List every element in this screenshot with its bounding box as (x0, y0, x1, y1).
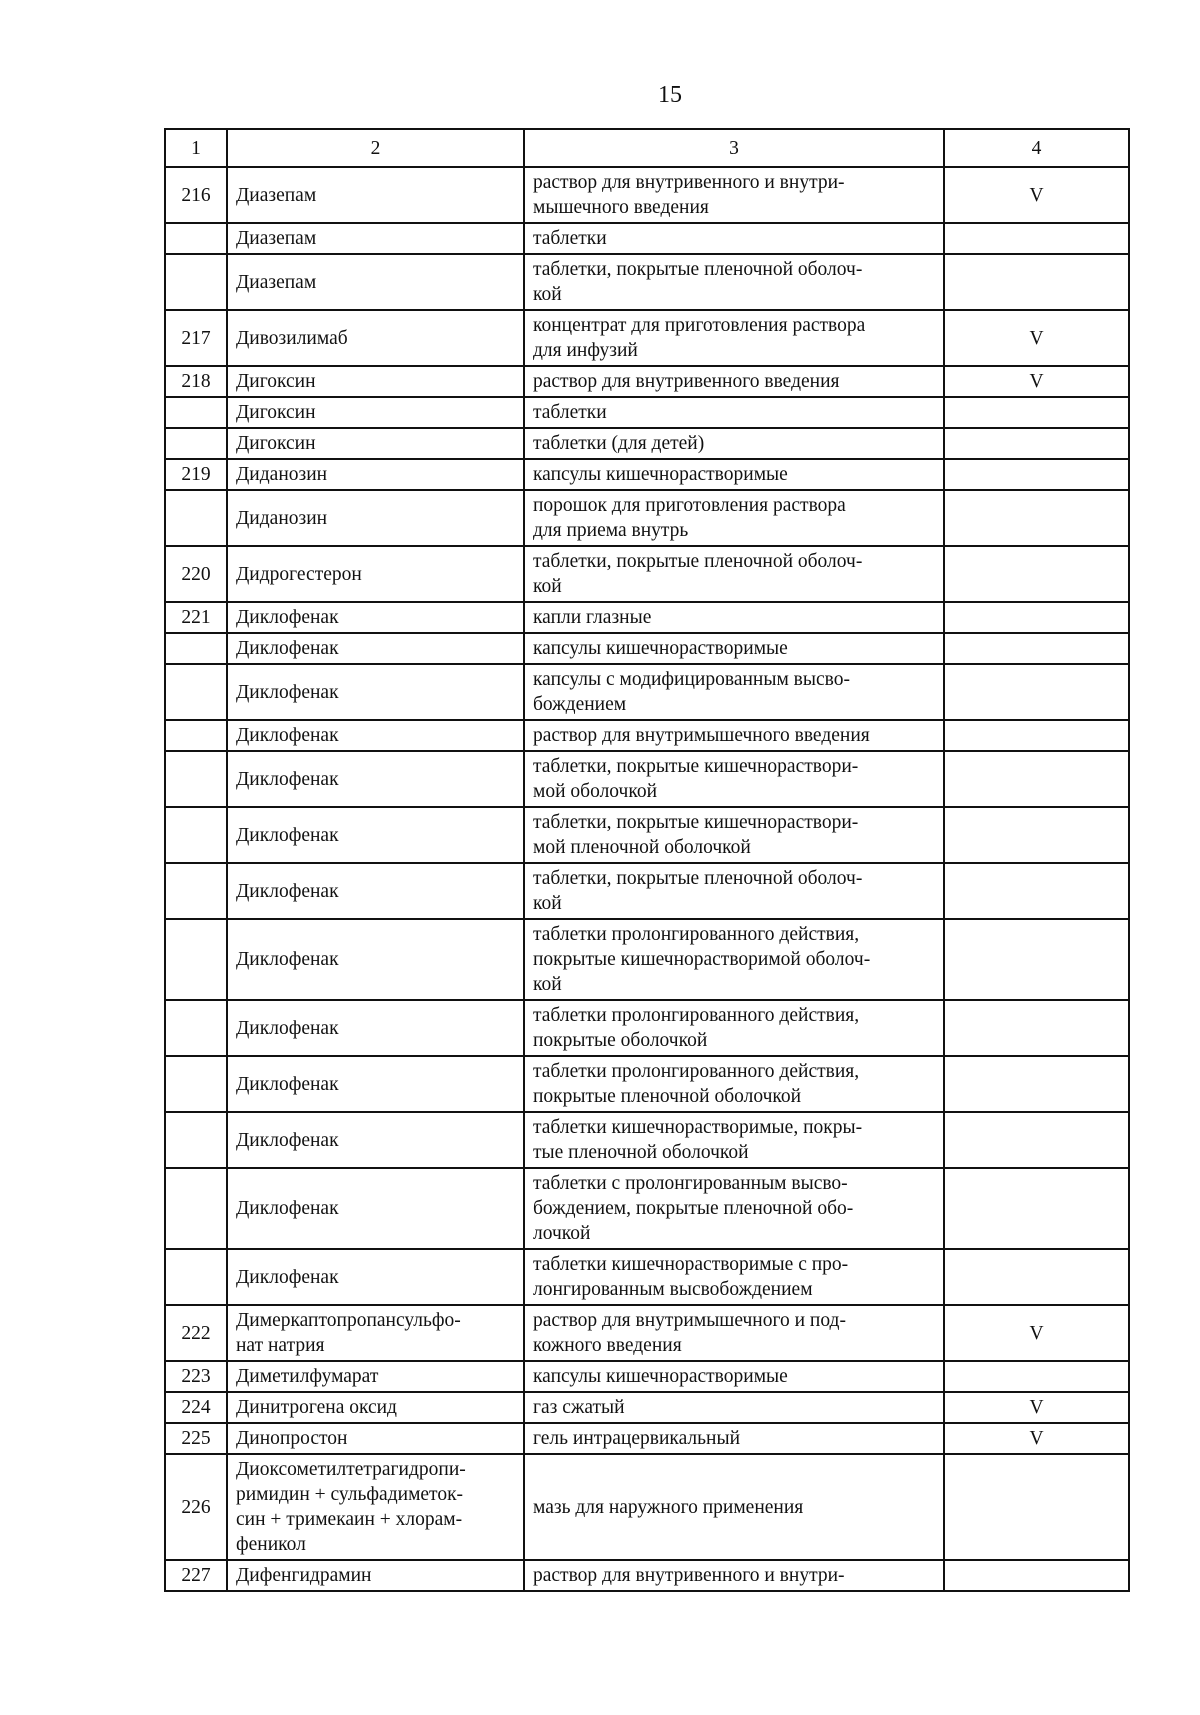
row-number: 217 (165, 310, 227, 366)
row-number (165, 254, 227, 310)
row-number (165, 751, 227, 807)
dosage-form: таблетки кишечнорастворимые, покры- тые пленочной оболочкой (524, 1112, 944, 1168)
drug-name: Динопростон (227, 1423, 524, 1454)
row-number: 224 (165, 1392, 227, 1423)
drug-name: Диклофенак (227, 807, 524, 863)
table-row (165, 167, 1129, 223)
table-row (165, 863, 1129, 919)
table-row (165, 751, 1129, 807)
vital-mark (944, 1454, 1129, 1560)
row-number: 220 (165, 546, 227, 602)
row-number (165, 633, 227, 664)
row-number: 225 (165, 1423, 227, 1454)
dosage-form: порошок для приготовления раствора для приема внутрь (524, 490, 944, 546)
vital-mark (944, 428, 1129, 459)
table-row (165, 254, 1129, 310)
vital-mark (944, 1560, 1129, 1591)
dosage-form: раствор для внутривенного и внутри- (524, 1560, 944, 1591)
row-number (165, 807, 227, 863)
drug-name: Диклофенак (227, 1000, 524, 1056)
row-number (165, 428, 227, 459)
dosage-form: раствор для внутримышечного и под- кожного введения (524, 1305, 944, 1361)
dosage-form: таблетки, покрытые пленочной оболоч- кой (524, 546, 944, 602)
table-row (165, 310, 1129, 366)
row-number: 222 (165, 1305, 227, 1361)
drug-name: Диклофенак (227, 664, 524, 720)
drug-name: Диклофенак (227, 919, 524, 1000)
header-col-3: 3 (524, 129, 944, 167)
drug-name: Диазепам (227, 254, 524, 310)
dosage-form: раствор для внутривенного введения (524, 366, 944, 397)
vital-mark (944, 459, 1129, 490)
dosage-form: раствор для внутримышечного введения (524, 720, 944, 751)
vital-mark: V (944, 366, 1129, 397)
vital-mark (944, 602, 1129, 633)
drug-name: Диклофенак (227, 863, 524, 919)
row-number (165, 223, 227, 254)
dosage-form: мазь для наружного применения (524, 1454, 944, 1560)
header-row (165, 129, 1129, 167)
row-number: 221 (165, 602, 227, 633)
drug-name: Дивозилимаб (227, 310, 524, 366)
dosage-form: таблетки с пролонгированным высво- бождением, покрытые пленочной обо- лочкой (524, 1168, 944, 1249)
drug-name: Динитрогена оксид (227, 1392, 524, 1423)
table-row (165, 664, 1129, 720)
table-row (165, 919, 1129, 1000)
dosage-form: таблетки, покрытые кишечнораствори- мой пленочной оболочкой (524, 807, 944, 863)
row-number (165, 1000, 227, 1056)
dosage-form: капсулы с модифицированным высво- бождением (524, 664, 944, 720)
drug-name: Диазепам (227, 167, 524, 223)
table-row (165, 459, 1129, 490)
table-row (165, 1168, 1129, 1249)
table-row (165, 490, 1129, 546)
row-number (165, 863, 227, 919)
page-number: 15 (658, 82, 682, 108)
vital-mark: V (944, 1392, 1129, 1423)
vital-mark (944, 1000, 1129, 1056)
row-number: 219 (165, 459, 227, 490)
vital-mark (944, 751, 1129, 807)
drug-name: Дигоксин (227, 428, 524, 459)
vital-mark (944, 664, 1129, 720)
dosage-form: таблетки, покрытые пленочной оболоч- кой (524, 254, 944, 310)
drug-name: Диклофенак (227, 1056, 524, 1112)
dosage-form: капсулы кишечнорастворимые (524, 633, 944, 664)
drug-name: Диклофенак (227, 720, 524, 751)
vital-mark: V (944, 167, 1129, 223)
table-row (165, 428, 1129, 459)
table-row (165, 397, 1129, 428)
header-col-4: 4 (944, 129, 1129, 167)
row-number (165, 720, 227, 751)
table-row (165, 1000, 1129, 1056)
vital-mark: V (944, 310, 1129, 366)
drug-name: Диазепам (227, 223, 524, 254)
dosage-form: таблетки кишечнорастворимые с про- лонгированным высвобождением (524, 1249, 944, 1305)
table-row (165, 1560, 1129, 1591)
dosage-form: газ сжатый (524, 1392, 944, 1423)
dosage-form: капли глазные (524, 602, 944, 633)
table-row (165, 1361, 1129, 1392)
table-row (165, 546, 1129, 602)
drug-name: Диклофенак (227, 1249, 524, 1305)
row-number: 226 (165, 1454, 227, 1560)
vital-mark (944, 1056, 1129, 1112)
drug-name: Диклофенак (227, 633, 524, 664)
drug-name: Дигоксин (227, 397, 524, 428)
dosage-form: таблетки пролонгированного действия, покрытые пленочной оболочкой (524, 1056, 944, 1112)
row-number (165, 1112, 227, 1168)
row-number: 218 (165, 366, 227, 397)
row-number: 223 (165, 1361, 227, 1392)
dosage-form: концентрат для приготовления раствора для инфузий (524, 310, 944, 366)
row-number: 216 (165, 167, 227, 223)
table-row (165, 366, 1129, 397)
dosage-form: капсулы кишечнорастворимые (524, 459, 944, 490)
vital-mark (944, 1168, 1129, 1249)
dosage-form: капсулы кишечнорастворимые (524, 1361, 944, 1392)
vital-mark (944, 1361, 1129, 1392)
vital-mark (944, 1249, 1129, 1305)
drug-name: Диоксометилтетрагидропи- римидин + сульфадиметок- син + тримекаин + хлорам- феникол (227, 1454, 524, 1560)
dosage-form: таблетки, покрытые пленочной оболоч- кой (524, 863, 944, 919)
table-row (165, 602, 1129, 633)
header-col-2: 2 (227, 129, 524, 167)
dosage-form: раствор для внутривенного и внутри- мышечного введения (524, 167, 944, 223)
vital-mark (944, 919, 1129, 1000)
dosage-form: таблетки пролонгированного действия, покрытые кишечнорастворимой оболоч- кой (524, 919, 944, 1000)
vital-mark (944, 863, 1129, 919)
dosage-form: таблетки пролонгированного действия, покрытые оболочкой (524, 1000, 944, 1056)
table-row (165, 633, 1129, 664)
vital-mark (944, 254, 1129, 310)
dosage-form: таблетки (для детей) (524, 428, 944, 459)
drug-name: Дигоксин (227, 366, 524, 397)
table-row (165, 1305, 1129, 1361)
table-row (165, 1056, 1129, 1112)
dosage-form: таблетки (524, 223, 944, 254)
table-row (165, 1454, 1129, 1560)
drug-table (164, 128, 1130, 1592)
drug-name: Диклофенак (227, 1112, 524, 1168)
drug-name: Димеркаптопропансульфо- нат натрия (227, 1305, 524, 1361)
row-number (165, 1168, 227, 1249)
row-number (165, 1056, 227, 1112)
drug-name: Дифенгидрамин (227, 1560, 524, 1591)
drug-name: Диклофенак (227, 751, 524, 807)
drug-name: Диклофенак (227, 1168, 524, 1249)
vital-mark: V (944, 1423, 1129, 1454)
row-number: 227 (165, 1560, 227, 1591)
drug-name: Диданозин (227, 490, 524, 546)
table-row (165, 223, 1129, 254)
table-row (165, 720, 1129, 751)
vital-mark (944, 807, 1129, 863)
row-number (165, 919, 227, 1000)
row-number (165, 664, 227, 720)
dosage-form: таблетки (524, 397, 944, 428)
vital-mark (944, 720, 1129, 751)
vital-mark (944, 490, 1129, 546)
table-row (165, 1423, 1129, 1454)
table-row (165, 807, 1129, 863)
dosage-form: таблетки, покрытые кишечнораствори- мой оболочкой (524, 751, 944, 807)
vital-mark (944, 397, 1129, 428)
vital-mark (944, 546, 1129, 602)
dosage-form: гель интрацервикальный (524, 1423, 944, 1454)
vital-mark (944, 633, 1129, 664)
drug-name: Диметилфумарат (227, 1361, 524, 1392)
vital-mark (944, 1112, 1129, 1168)
drug-name: Диклофенак (227, 602, 524, 633)
vital-mark (944, 223, 1129, 254)
table-row (165, 1392, 1129, 1423)
row-number (165, 397, 227, 428)
table-row (165, 1249, 1129, 1305)
drug-name: Дидрогестерон (227, 546, 524, 602)
header-col-1: 1 (165, 129, 227, 167)
row-number (165, 1249, 227, 1305)
table-row (165, 1112, 1129, 1168)
drug-name: Диданозин (227, 459, 524, 490)
row-number (165, 490, 227, 546)
vital-mark: V (944, 1305, 1129, 1361)
